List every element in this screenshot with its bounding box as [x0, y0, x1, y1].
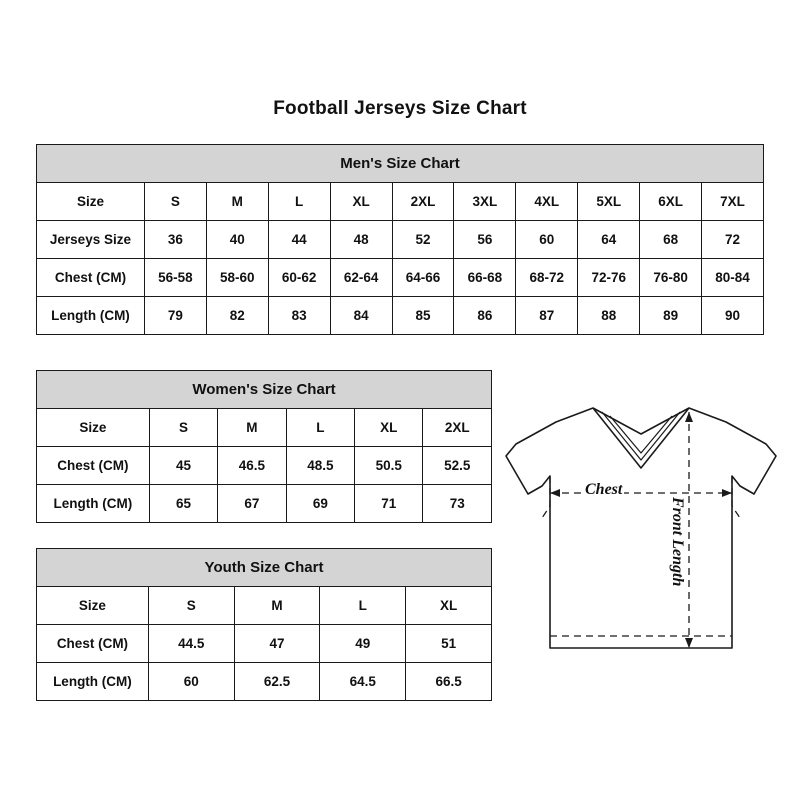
table-cell: 40 — [206, 221, 268, 259]
mens-table-title: Men's Size Chart — [36, 144, 764, 182]
column-header: S — [148, 587, 234, 625]
table-cell: 66-68 — [454, 259, 516, 297]
column-header: L — [286, 409, 354, 447]
table-row — [37, 663, 492, 701]
table-cell: 51 — [406, 625, 492, 663]
table-cell: 56 — [454, 221, 516, 259]
table-cell: 49 — [320, 625, 406, 663]
table-cell: 73 — [423, 485, 492, 523]
chest-label: Chest — [585, 481, 623, 498]
table-row — [37, 625, 492, 663]
table-cell: 66.5 — [406, 663, 492, 701]
table-cell: 88 — [578, 297, 640, 335]
table-row — [37, 485, 492, 523]
table-cell: 44 — [268, 221, 330, 259]
row-header: Length (CM) — [37, 663, 149, 701]
row-header: Jerseys Size — [37, 221, 145, 259]
table-row — [37, 409, 492, 447]
womens-size-chart-table — [36, 370, 492, 523]
table-cell: 60-62 — [268, 259, 330, 297]
table-cell: 87 — [516, 297, 578, 335]
column-header: 4XL — [516, 183, 578, 221]
table-cell: 56-58 — [144, 259, 206, 297]
shirt-outline — [506, 408, 776, 648]
table-row — [37, 587, 492, 625]
row-header-size: Size — [37, 409, 150, 447]
table-cell: 84 — [330, 297, 392, 335]
table-cell: 60 — [148, 663, 234, 701]
table-cell: 85 — [392, 297, 454, 335]
table-row — [37, 447, 492, 485]
column-header: 6XL — [640, 183, 702, 221]
table-cell: 68 — [640, 221, 702, 259]
column-header: L — [320, 587, 406, 625]
table-cell: 44.5 — [148, 625, 234, 663]
column-header: 5XL — [578, 183, 640, 221]
youth-size-chart-table — [36, 548, 492, 701]
table-cell: 82 — [206, 297, 268, 335]
table-cell: 79 — [144, 297, 206, 335]
column-header: 2XL — [423, 409, 492, 447]
table-cell: 45 — [149, 447, 217, 485]
right-sleeve-seam — [732, 476, 740, 518]
measure-arrow-heads — [550, 412, 732, 648]
table-row — [37, 183, 764, 221]
row-header-size: Size — [37, 183, 145, 221]
womens-table-title: Women's Size Chart — [36, 370, 492, 408]
column-header: 7XL — [702, 183, 764, 221]
column-header: 2XL — [392, 183, 454, 221]
column-header: S — [149, 409, 217, 447]
table-cell: 76-80 — [640, 259, 702, 297]
table-cell: 48.5 — [286, 447, 354, 485]
column-header: XL — [330, 183, 392, 221]
table-cell: 58-60 — [206, 259, 268, 297]
front-length-label: Front Length — [668, 497, 686, 587]
table-cell: 65 — [149, 485, 217, 523]
left-sleeve-seam — [542, 476, 550, 518]
column-header: 3XL — [454, 183, 516, 221]
column-header: M — [218, 409, 286, 447]
row-header: Length (CM) — [37, 297, 145, 335]
table-cell: 72-76 — [578, 259, 640, 297]
row-header: Chest (CM) — [37, 625, 149, 663]
table-row — [37, 297, 764, 335]
table-cell: 86 — [454, 297, 516, 335]
table-cell: 62.5 — [234, 663, 320, 701]
table-cell: 64.5 — [320, 663, 406, 701]
table-cell: 67 — [218, 485, 286, 523]
table-cell: 52.5 — [423, 447, 492, 485]
table-cell: 60 — [516, 221, 578, 259]
table-cell: 36 — [144, 221, 206, 259]
table-cell: 80-84 — [702, 259, 764, 297]
table-cell: 46.5 — [218, 447, 286, 485]
column-header: XL — [355, 409, 423, 447]
table-cell: 68-72 — [516, 259, 578, 297]
table-cell: 64 — [578, 221, 640, 259]
row-header: Chest (CM) — [37, 447, 150, 485]
neckline-outer — [593, 408, 689, 468]
table-cell: 62-64 — [330, 259, 392, 297]
table-cell: 72 — [702, 221, 764, 259]
table-cell: 69 — [286, 485, 354, 523]
column-header: XL — [406, 587, 492, 625]
mens-size-chart-table — [36, 144, 764, 335]
table-cell: 89 — [640, 297, 702, 335]
column-header: L — [268, 183, 330, 221]
column-header: S — [144, 183, 206, 221]
table-row — [37, 221, 764, 259]
table-cell: 83 — [268, 297, 330, 335]
tshirt-measurement-diagram — [498, 398, 784, 688]
page-title: Football Jerseys Size Chart — [273, 98, 527, 119]
table-cell: 90 — [702, 297, 764, 335]
table-cell: 48 — [330, 221, 392, 259]
table-cell: 47 — [234, 625, 320, 663]
table-cell: 52 — [392, 221, 454, 259]
row-header-size: Size — [37, 587, 149, 625]
column-header: M — [234, 587, 320, 625]
column-header: M — [206, 183, 268, 221]
table-cell: 64-66 — [392, 259, 454, 297]
row-header: Chest (CM) — [37, 259, 145, 297]
youth-table-title: Youth Size Chart — [36, 548, 492, 586]
table-row — [37, 259, 764, 297]
table-cell: 71 — [355, 485, 423, 523]
table-cell: 50.5 — [355, 447, 423, 485]
row-header: Length (CM) — [37, 485, 150, 523]
